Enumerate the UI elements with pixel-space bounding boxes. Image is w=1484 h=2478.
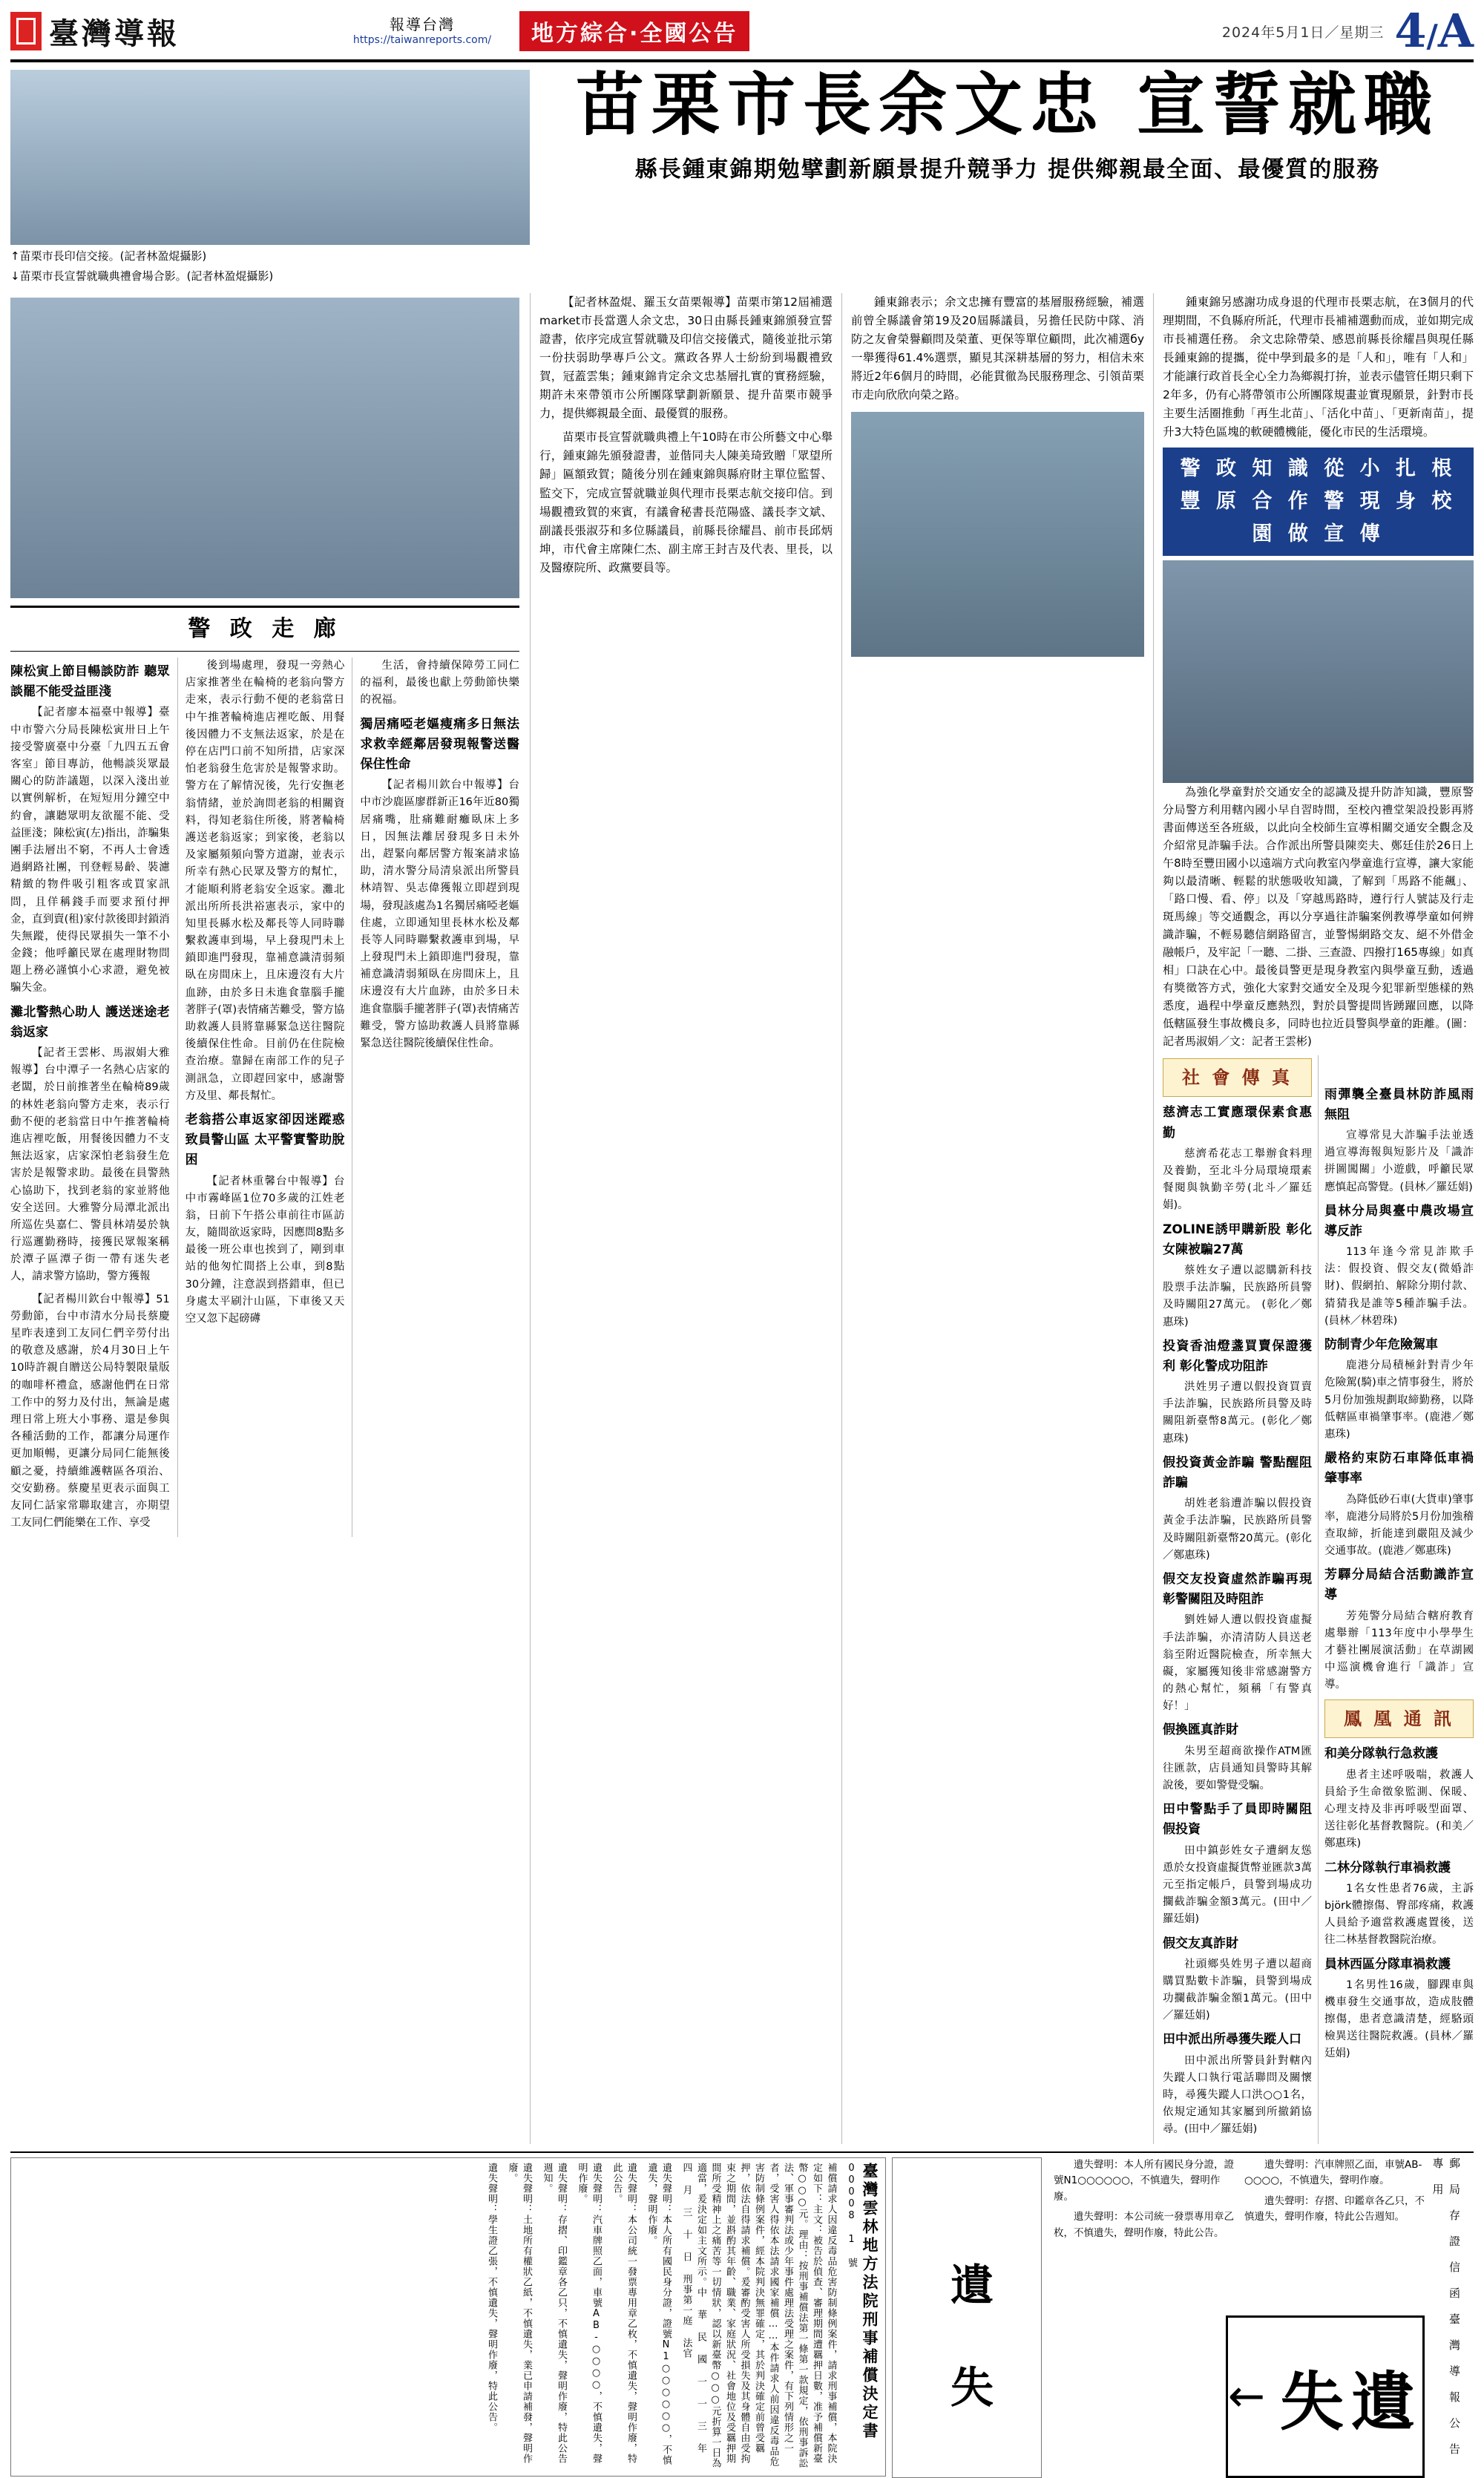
phoenix-2-body: 1名男性16歲，腳踝車與機車發生交通事故，造成肢體擦傷，患者意識清楚，經駱頭檢異送往醫院救護。(員林／羅廷娟) bbox=[1324, 1979, 1474, 2060]
photo-caption-up: ↑苗栗市長印信交接。(記者林盈焜攝影) bbox=[10, 249, 207, 263]
legal-case-number: 00008 1 號 bbox=[846, 2162, 857, 2268]
social-fax-right bbox=[1318, 1055, 1474, 2144]
flag-icon bbox=[10, 12, 42, 50]
site-url[interactable]: https://taiwanreports.com/ bbox=[352, 33, 492, 46]
fax-l1-head: ZOLINE誘甲購新股 彰化女陳被騙27萬 bbox=[1163, 1222, 1312, 1257]
police-item-0-cont: 後到場處理，發現一旁熱心店家推著坐在輪椅的老翁向警方走來，表示行動不便的老翁當日中午推著輪椅進店裡吃飯、用餐後因體力不支無法返家，於是在停在店門口前不知所措，店家深怕老翁發生危害於是報警求助。警方在了解情況後，先行安撫老翁情緒，並於詢問老翁的相關資料，得知老翁住所後，將著輪椅護送老翁返家；到家後，老翁以及家屬頻頻向警方道謝，並表示所幸有熱心民眾及警方的幫忙，才能順利將老翁安全返家。灘北派出所所長洪裕憲表示，家中的知里長縣水松及鄰長等人同時聯繫救護車到場，早上發現門未上鎖即進門發現，靠補意識清弱頻臥在房間床上，且床邊沒有大片血跡，由於多日未進食靠腦手攏著胖子(罩)表情痛苦難受，警方協助救護人員將靠縣緊急送往醫院後續保住性命。目前仍在住院檢查治療。靠歸在南部工作的兒子測訊急，立即趕回家中，感謝警方及里、鄰長幫忙。 bbox=[185, 660, 345, 1102]
phoenix-title: 鳳 凰 通 訊 bbox=[1324, 1699, 1474, 1739]
lost-listing-2: 遺失聲明：汽車牌照乙面，車號AB-○○○○，不慎遺失，聲明作廢。 bbox=[576, 2162, 602, 2464]
legal-notice-body: 補償請求人因違反毒品危害防制條例案件，請求刑事補償，本院決定如下：主文：被告於偵查、審理期間遭羈押日數，准予補償新臺幣○○○元。理由：按刑事補償法第一條第一款規定，依刑事訴訟法、軍事審判法或少年事件處理法受理之案件，有下列情形之一者，受害人得依本法請求國家補償……本件請求人前因違反毒品危害防制條例案件，經本院判決無罪確定，其於判決確定前曾受羈押，依法自得請求補償。爰審酌受害人所受損失及其身體自由受拘束之期間，並斟酌其年齡、職業、家庭狀況、社會地位及受羈押期間所受精神上之痛苦等一切情狀，認以新臺幣○○○元折算一日為適當，爰決定如主文所示。中 華 民 國 一 一 三 年 四 月 三 十 日 刑事第一庭 法官 bbox=[680, 2162, 837, 2468]
site-info bbox=[329, 16, 515, 47]
police-col-3 bbox=[352, 658, 519, 1537]
lead-para-0: 【記者林盈焜、羅玉女苗栗報導】苗栗市第12屆補選market市長當選人余文忠，30日由縣長鍾東錦頒發宣誓證書，依序完成宣誓就職及印信交接儀式，隨後並批示第一份扶弱助學專戶公文。黨政各界人士紛紛到場觀禮致賀，冠蓋雲集；鍾東錦肯定余文忠基層扎實的實務經驗，期許未來帶領市公所團隊擘劃新願景、提升苗栗市競爭力，提供鄉親最全面、最優質的服務。 bbox=[539, 295, 833, 421]
page-title: 苗栗市長余文忠 宣誓就職 bbox=[575, 65, 1440, 145]
fax-r0-head: 雨彈襲全臺員林防詐風雨無阻 bbox=[1324, 1086, 1474, 1122]
lost-banner bbox=[1226, 2315, 1425, 2478]
fax-l8-body: 田中派出所警員針對轄內失蹤人口執行電話聯問及關懷時，尋獲失蹤人口洪○○1名，依規定通知其家屬到所撤銷協尋。(田中／羅廷娟) bbox=[1163, 2054, 1312, 2136]
lost-listing-1: 遺失聲明：本公司統一發票專用章乙枚，不慎遺失，聲明作廢，特此公告。 bbox=[611, 2162, 637, 2464]
lead-photo-block bbox=[10, 70, 530, 286]
fax-l4-body: 劉姓婦人遭以假投資虛擬手法詐騙，亦清清防人員送老翁至附近醫院檢查，所幸無大礙，家屬獲知後非常感謝警方的熱心幫忙，頻稱「有警真好！」 bbox=[1163, 1614, 1312, 1713]
lead-para-2: 鍾東錦表示；余文忠擁有豐富的基層服務經驗，補選前曾全縣議會第19及20屆縣議員，另擔任民防中隊、消防之友會榮譽顧問及榮董、更保等單位顧問，此次補選бу一舉獲得61.4%選票，顯見其深耕基層的努力，相信未來將近2年6個月的時間，必能貫徹為民服務理念、引領苗栗市走向欣欣向榮之路。 bbox=[851, 295, 1144, 402]
phoenix-0-head: 和美分隊執行急救護 bbox=[1324, 1746, 1438, 1762]
fax-l0-body: 慈濟希花志工舉辦食料理及養勤，至北斗分局環境環素餐閱與執勤辛勞(北斗／羅廷娟)。 bbox=[1163, 1147, 1312, 1212]
fax-l3-body: 胡姓老翁遭詐騙以假投資黃金手法詐騙，民族路所員警及時關阻新臺幣20萬元。(彰化／鄭惠珠) bbox=[1163, 1498, 1312, 1561]
fax-l7-body: 社頭鄉吳姓男子遭以超商購買點數卡詐騙，員警到場成功攔截詐騙金額1萬元。(田中／羅廷娟) bbox=[1163, 1958, 1312, 2022]
legal-notice bbox=[10, 2157, 886, 2477]
legal-notice-title: 臺灣雲林地方法院刑事補償決定書 bbox=[861, 2162, 879, 2441]
page-letter: A bbox=[1437, 4, 1474, 59]
phoenix-2-head: 員林西區分隊車禍救護 bbox=[1324, 1956, 1451, 1972]
postal-notice bbox=[1429, 2157, 1474, 2478]
phoenix-1-head: 二林分隊執行車禍救護 bbox=[1324, 1860, 1451, 1875]
police-item-2-head: 灘北警熱心助人 護送迷途老翁返家 bbox=[10, 1004, 170, 1040]
column-c bbox=[841, 293, 1153, 2144]
lost-listing-3: 遺失聲明：存摺、印鑑章各乙只，不慎遺失，聲明作廢，特此公告週知。 bbox=[541, 2162, 567, 2464]
sub-headline: 縣長鍾東錦期勉擘劃新願景提升競爭力 提供鄉親最全面、最優質的服務 bbox=[634, 156, 1381, 183]
phoenix-1-body: 1名女性患者76歲，主訴björk體擦傷、臀部疼痛，救護人員給予適當救護處置後，送往二林基督教醫院治療。 bbox=[1324, 1882, 1474, 1947]
fax-r4-head: 芳驛分局結合活動識詐宣導 bbox=[1324, 1567, 1474, 1603]
lost-listing-4: 遺失聲明：土地所有權狀乙紙，不慎遺失，業已申請補發，聲明作廢。 bbox=[506, 2162, 532, 2464]
fax-l2-head: 投資香油燈盞買賣保證獲利 彰化警成功阻詐 bbox=[1163, 1338, 1312, 1374]
lost-listing-5: 遺失聲明：學生證乙張，不慎遺失，聲明作廢，特此公告。 bbox=[486, 2162, 497, 2433]
fax-l5-head: 假換匯真詐財 bbox=[1163, 1723, 1238, 1738]
classified-item-2: 遺失聲明：汽車牌照乙面，車號AB-○○○○，不慎遺失，聲明作廢。 bbox=[1244, 2158, 1422, 2187]
school-banner: 警 政 知 識 從 小 扎 根 豐 原 合 作 警 現 身 校 園 做 宣 傳 bbox=[1163, 448, 1474, 555]
fax-l8-head: 田中派出所尋獲失蹤人口 bbox=[1163, 2032, 1301, 2048]
fax-l6-head: 田中警點手了員即時關阻假投資 bbox=[1163, 1802, 1312, 1838]
fax-r3-body: 為降低砂石車(大貨車)肇事率，鹿港分局將於5月份加強稽查取締，折能達到嚴阻及減少交通事故。(鹿港／鄭惠珠) bbox=[1324, 1493, 1474, 1558]
fax-l3-head: 假投資黃金詐騙 警點醒阻詐騙 bbox=[1163, 1455, 1312, 1491]
lost-listing-0: 遺失聲明：本人所有國民身分證，證號N1○○○○○○，不慎遺失，聲明作廢。 bbox=[646, 2162, 672, 2465]
police-item-1-head: 生活，會持續保障勞工同仁的福利，最後也獻上勞動節快樂的祝福。 bbox=[360, 660, 520, 707]
column-b bbox=[530, 293, 841, 2144]
masthead bbox=[10, 4, 1474, 62]
fax-l4-head: 假交友投資虛然詐騙再現 彰警關阻及時阻詐 bbox=[1163, 1571, 1312, 1607]
police-col-2 bbox=[177, 658, 352, 1537]
column-a bbox=[10, 293, 530, 2144]
section-tag: 地方綜合·全國公告 bbox=[519, 11, 749, 51]
paper-logo bbox=[10, 10, 329, 53]
police-item-3-body: 【記者楊川欽台中報導】51勞動節，台中市清水分局長蔡慶星昨表達到工友同仁們辛勞付出的敬意及感謝，於4月30日上午10時許親自贈送公局特製限量版的咖啡杯禮盒，感謝他們在日常工作中的努力及付出，無論是處理日常上班大小事務、還是參與各種活動的工作，都讓分局運作更加順暢，更讓分局同仁能無後顧之憂，持續維護轄區各項治、交安勤務。蔡慶星更表示面與工友同仁話家常聯取建言，亦期望工友同仁們能樂在工作、享受 bbox=[10, 1293, 170, 1530]
police-item-1-sub: 獨居痛啞老嫗瘦痛多日無法求救幸經鄰居發現報警送醫保住性命 bbox=[360, 716, 520, 773]
paper-name: 臺灣導報 bbox=[49, 16, 180, 51]
photo-school-talk bbox=[1163, 560, 1474, 783]
lead-para-1: 苗栗市長宣誓就職典禮上午10時在市公所藝文中心舉行，鍾東錦先頒發證書，並偕同夫人陳美琦致贈「眾望所歸」匾額致賀；隨後分別在鍾東錦與縣府財主單位監誓、監交下，完成宣誓就職並與代理市長栗志航交接印信。到場觀禮致賀的來賓，有議會秘書長范陽盛、議長李文斌、副議長張淑芬和多位縣議員，前縣長徐耀昌、前市長邱炳坤，市代會主席陳仁杰、副主席王封吉及代表、里長，以及醫療院所、政黨要員等。 bbox=[539, 430, 833, 575]
lost-notice-box bbox=[892, 2157, 1042, 2478]
classified-strip bbox=[10, 2151, 1474, 2478]
fax-r2-head: 防制青少年危險駕車 bbox=[1324, 1337, 1438, 1353]
fax-r0-body: 宣導常見大詐騙手法並透過宣導海報與短影片及「識詐拼圖闖關」小遊戲，呼籲民眾應慎起高警覺。(員林／羅廷娟) bbox=[1324, 1129, 1474, 1193]
photo-handover bbox=[10, 70, 530, 245]
social-fax-left bbox=[1163, 1055, 1318, 2144]
school-caption: 為強化學童對於交通安全的認識及提升防詐知識，豐原警分局警方利用轄內國小早自習時間，至校內禮堂架設投影再將書面傳送至各班級，以此向全校師生宣導相關交通安全觀念及介紹常見詐騙手法。合作派出所警員陳奕夫、鄭廷佳於26日上午8時至豐田國小以遠端方式向教室內學童進行宣導，讓大家能夠以最清晰、輕鬆的狀態吸收知識，了解到「馬路不能飆」、「路口慢、看、停」以及「穿越馬路時，遵行行人號誌及行走斑馬線」等交通觀念，再以分享過往詐騙案例教導學童如何辨識詐騙，不輕易聽信網路留言，並警惕網路交友、絕不外借金融帳戶，及牢記「一聽、二掛、三查證、四撥打165專線」如真相」口訣在心中。最後員警更是現身教室內與學童互動，透過有獎徵答方式，強化大家對交通安全及現今犯罪新型態樣的熟悉度，過程中學童反應熱烈，對於員警提問皆踴躍回應，以降低轄區發生事故機良多，同時也拉近員警與學童的距離。(圖：記者馬淑娟／文：記者王雲彬) bbox=[1163, 784, 1474, 1048]
fax-r2-body: 鹿港分局積極針對青少年危險駕(騎)車之情事發生，將於5月份加強規劃取締勤務，以降低轄區車禍肇事率。(鹿港／鄭惠珠) bbox=[1324, 1360, 1474, 1440]
fax-l5-body: 朱男至超商欲操作ATM匯往匯款，店員通知員警時其解說後，要如警覺受騙。 bbox=[1163, 1745, 1312, 1792]
headline-block bbox=[530, 65, 1474, 286]
lost-notice-label: 遺 失 bbox=[943, 2261, 994, 2412]
fax-r1-head: 員林分局與臺中農改場宣導反詐 bbox=[1324, 1203, 1474, 1239]
police-item-1-body: 【記者楊川欽台中報導】台中市沙鹿區廖群新正16年近80獨居痛嘴，肚痛難耐癱臥床上多日，因無法離居發現多日未外出，趕緊向鄰居警方報案請求協助，清水警分局清泉派出所警員林靖智、吳志偉獲報立即趕到現場，發現該處為1名獨居痛啞老嫗住處，立即通知里長林水松及鄰長等人同時聯繫救護車到場，早上發現門未上鎖即進門發現，靠補意識清弱頻臥在房間床上，且床邊沒有大片血跡，由於多日未進食靠腦手攏著胖子(罩)表情痛苦難受，警方協助救護人員將靠縣緊急送往醫院後續保住性命。 bbox=[360, 779, 520, 1050]
classified-item-3: 遺失聲明：存摺、印鑑章各乙只，不慎遺失，聲明作廢，特此公告週知。 bbox=[1244, 2195, 1425, 2223]
lost-banner-text: 失遺 bbox=[1280, 2364, 1422, 2440]
social-fax-title: 社 會 傳 真 bbox=[1163, 1058, 1312, 1098]
photo-ceremony-group bbox=[10, 298, 519, 598]
police-item-2-body: 【記者王雲彬、馬淑娟大雅報導】台中潭子一名熱心店家的老闆，於日前推著坐在輪椅89歲的林姓老翁向警方走來，表示行動不便的老翁當日中午推著輪椅進店裡吃飯，用餐後因體力不支無法返家，店家深怕老翁發生危害於是報警求助。最後在員警熱心協助下，找到老翁的家並將他安全送回。大雅警分局潭北派出所巡佐吳嘉仁、警員林靖晏於執行巡邏勤務時，接獲民眾報案稱於潭子區潭子街一帶有迷失老人，請求警方協助，警方獲報 bbox=[10, 1047, 170, 1283]
classified-item-0: 遺失聲明：本人所有國民身分證，證號N1○○○○○○，不慎遺失，聲明作廢。 bbox=[1054, 2158, 1234, 2203]
fax-l2-body: 洪姓男子遭以假投資買賣手法詐騙，民族路所員警及時關阻新臺幣8萬元。(彰化／鄭惠珠) bbox=[1163, 1381, 1312, 1445]
postal-notice-text: 郵 局 存 證 信 函 臺 灣 導 報 公 告 專 用 bbox=[1431, 2157, 1461, 2455]
column-d bbox=[1153, 293, 1474, 2144]
site-label: 報導台灣 bbox=[390, 15, 455, 33]
police-item-0-head: 陳松寅上節目暢談防詐 聽眾談罷不能受益匪淺 bbox=[10, 664, 170, 700]
lead-para-3: 鍾東錦另感謝功成身退的代理市長栗志航，在3個月的代理期間，不負縣府所託，代理市長補補選動而成，並如期完成市長補選任務。 余文忠除帶榮、感恩前縣長徐耀昌與現任縣長鍾東錦的提攜，從中學到最多的是「人和」，唯有「人和」才能讓行政首長全心全力為鄉親打拚，並表示儘管任期只剩下2年多，仍有心將帶領市公所團隊規畫並實現願景，針對市長主要生活圈推動「再生北苗」、「活化中苗」、「更新南苗」，提升3大特色區塊的軟硬體機能，優化市民的生活環境。 bbox=[1163, 295, 1474, 439]
fax-l0-head: 慈濟志工實應環保素食惠勤 bbox=[1163, 1105, 1312, 1141]
fax-r4-body: 芳苑警分局結合轄府教育處舉辦「113年度中小學學生才藝社團展演活動」在草湖國中巡演機會進行「識詐」宣導。 bbox=[1324, 1610, 1474, 1691]
fax-l7-head: 假交友真詐財 bbox=[1163, 1935, 1238, 1951]
police-item-3-sub: 老翁搭公車返家卻因迷蹤惑致員警山區 太平警實警助脫困 bbox=[185, 1112, 345, 1168]
fax-r3-head: 嚴格約束防石車降低車禍肇事率 bbox=[1324, 1451, 1474, 1487]
phoenix-0-body: 患者主述呼吸喘，救護人員給予生命徵象監測、保暖、心理支持及非再呼吸型面罩、送往彰化基督教醫院。(和美／鄭惠珠) bbox=[1324, 1769, 1474, 1850]
fax-r1-body: 113年逢今常見詐欺手法：假投資、假交友(微婚詐財)、假網拍、解除分期付款、猜猜我是誰等5種詐騙手法。(員林／林碧珠) bbox=[1324, 1246, 1474, 1327]
fax-l1-body: 蔡姓女子遭以認購新科技股票手法詐騙，民族路所員警及時關阻27萬元。 (彰化／鄭惠珠) bbox=[1163, 1264, 1312, 1328]
main-columns bbox=[10, 293, 1474, 2144]
police-banner: 警 政 走 廊 bbox=[10, 606, 519, 652]
police-col-1 bbox=[10, 658, 177, 1537]
classified-text-block bbox=[1054, 2157, 1425, 2315]
police-item-0-body: 【記者廖本福臺中報導】臺中市警六分局長陳松寅卅日上午接受警廣臺中分臺「九四五五會客室」節目專訪，他暢談災眾最關心的防詐議題，以深入淺出並以實例解析，在短短用分鐘空中約會，讓聽眾明友欲罷不能、受益匪淺；陳松寅(左)指出，詐騙集團手法層出不窮，不再人士會透過網路社團，刊登輕易齡、裝濾精緻的物件吸引粗客或買家訊問，且佯稱錢手而要求預付押金，直到賣(租)家付款後即封鎖消失無蹤，使得民眾損失一筆不小金錢；他呼籲民眾在處理財物問題上務必謹慎小心求證，避免被騙失金。 bbox=[10, 707, 170, 994]
photo-caption-down: ↓苗栗市長宣誓就職典禮會場合影。(記者林盈焜攝影) bbox=[10, 269, 274, 283]
left-arrow-icon: ← bbox=[1227, 2370, 1265, 2423]
page-number: 4/A bbox=[1394, 4, 1474, 59]
fax-l6-body: 田中鎮彭姓女子遭網友慫恿於女投資虛擬貨幣並匯款3萬元至指定帳戶，員警到場成功攔截詐騙金額3萬元。(田中／羅廷娟) bbox=[1163, 1844, 1312, 1926]
lead-section bbox=[10, 65, 1474, 286]
issue-date: 2024年5月1日／星期三 bbox=[1221, 24, 1385, 41]
police-item-3-sub-body: 【記者林重馨台中報導】台中市霧峰區1位70多歲的江姓老翁，日前下午搭公車前往市區訪友，隨間欲返家時，因應問8點多最後一班公車也挨到了，剛到車站的他匆忙間搭上公車，到8點30分鐘，注意誤到搭錯車，但已身處太平刷汁山區，下車後又天空又忽下起磅礡 bbox=[185, 1175, 345, 1325]
classified-item-1: 遺失聲明：本公司統一發票專用章乙枚，不慎遺失，聲明作廢，特此公告。 bbox=[1054, 2211, 1234, 2239]
page-number-value: 4 bbox=[1394, 4, 1427, 59]
photo-classroom bbox=[851, 412, 1144, 657]
